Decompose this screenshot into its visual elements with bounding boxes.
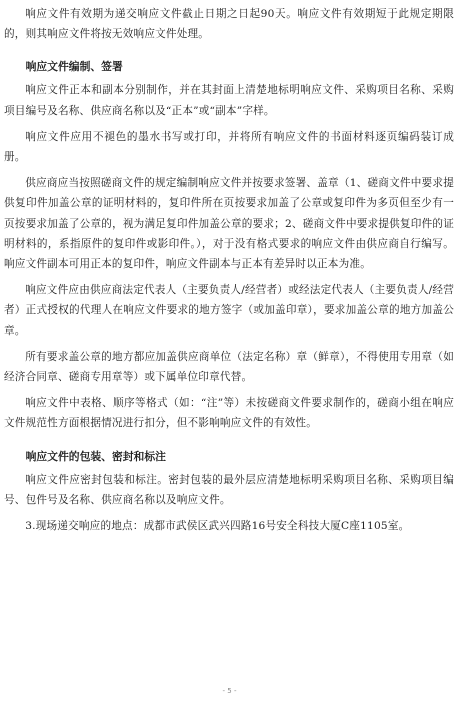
paragraph-sign-seal: 供应商应当按照磋商文件的规定编制响应文件并按要求签署、盖章（1、磋商文件中要求提供复印件加盖公章的证明材料的，复印件所在页按要求加盖了公章或复印件为多页但至少有一页按要求加盖了公章的，视为满足复印件加盖公章的要求；2、磋商文件中要求提供复印件的证明材料的，系指原件的复印件或影印件。），对于没有格式要求的响应文件由供应商自行编写。响应文件副本可用正本的复印件，响应文件副本与正本有差异时以正本为准。	[4, 177, 454, 271]
paragraph-authorized-signature: 响应文件应由供应商法定代表人（主要负责人/经营者）或经法定代表人（主要负责人/经营者）正式授权的代理人在响应文件要求的地方签字（或加盖印章），要求加盖公章的地方加盖公章。	[4, 284, 454, 337]
heading-prepare-sign: 响应文件编制、签署	[25, 60, 123, 74]
paragraph-ink: 响应文件应用不褪色的墨水书写或打印，并将所有响应文件的书面材料逐页编码装订成册。	[4, 130, 454, 164]
paragraph-official-seal: 所有要求盖公章的地方都应加盖供应商单位（法定名称）章（鲜章），不得使用专用章（如经济合同章、磋商专用章等）或下属单位印章代替。	[4, 350, 454, 384]
page-number: - 5 -	[222, 687, 237, 695]
heading-package-seal: 响应文件的包装、密封和标注	[25, 449, 166, 463]
paragraph-copies: 响应文件正本和副本分别制作，并在其封面上清楚地标明响应文件、采购项目名称、采购项目编号及名称、供应商名称以及“正本”或“副本”字样。	[4, 84, 454, 117]
spacer	[4, 434, 454, 440]
paragraph-package: 响应文件应密封包装和标注。密封包装的最外层应清楚地标明采购项目名称、采购项目编号、包件号及名称、供应商名称以及响应文件。	[4, 473, 454, 506]
document-body	[4, 4, 454, 536]
spacer	[4, 44, 454, 50]
paragraph-format: 响应文件中表格、顺序等格式（如：“注”等）未按磋商文件要求制作的，磋商小组在响应文件规范性方面根据情况进行扣分，但不影响响应文件的有效性。	[4, 397, 454, 430]
paragraph-location: 3.现场递交响应的地点：成都市武侯区武兴四路16号安全科技大厦C座1105室。	[25, 520, 410, 533]
paragraph-validity: 响应文件有效期为递交响应文件截止日期之日起90天。响应文件有效期短于此规定期限的，则其响应文件将按无效响应文件处理。	[4, 8, 454, 41]
